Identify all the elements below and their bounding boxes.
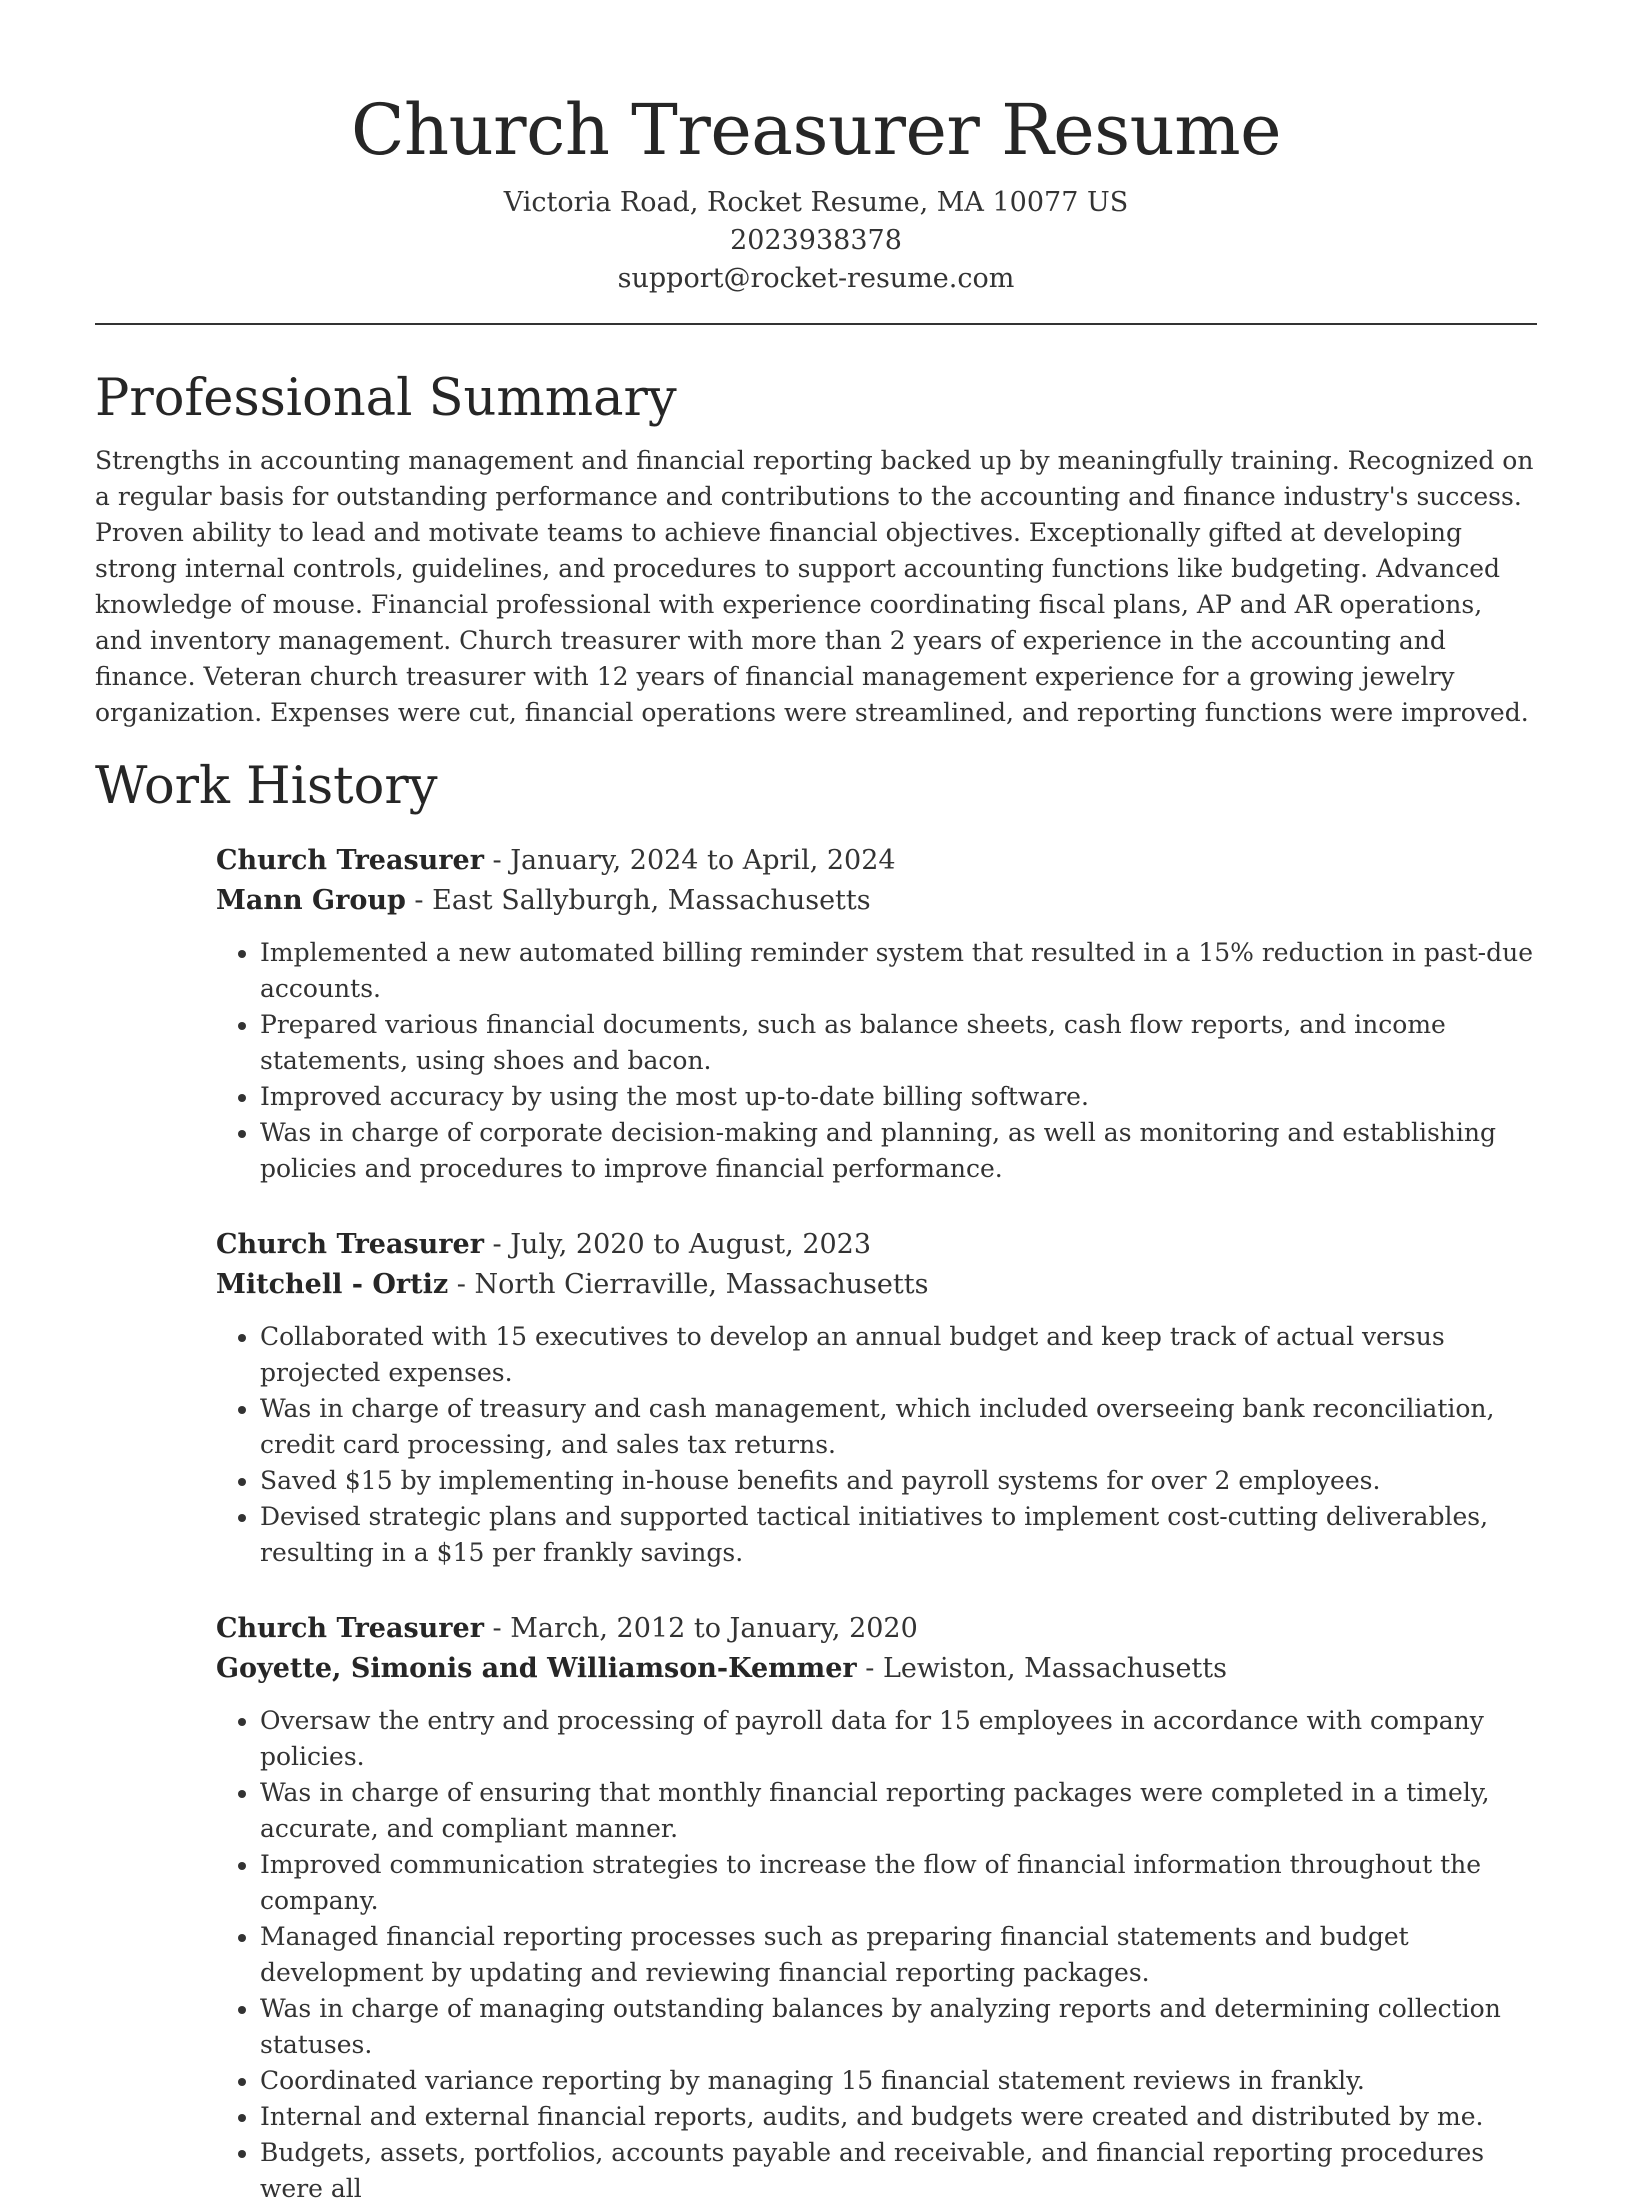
job-entry [216,841,1537,1187]
work-history-heading: Work History [95,757,438,816]
summary-text: Strengths in accounting management and financial reporting backed up by meaningfully training. Recognized on a regular basis for outstanding performance and contributions to the accounting and finance industry's success. Proven ability to lead and motivate teams to achieve financial objectives. Exceptionally gifted at developing strong internal controls, guidelines, and procedures to support accounting functions like budgeting. Advanced knowledge of mouse. Financial professional with experience coordinating fiscal plans, AP and AR operations, and inventory management. Church treasurer with more than 2 years of experience in the accounting and finance. Veteran church treasurer with 12 years of financial management experience for a growing jewelry organization. Expenses were cut, financial operations were streamlined, and reporting functions were improved. [95,446,1534,727]
job-location: - East Sallyburgh, Massachusetts [405,885,871,916]
job-bullet: • Was in charge of corporate decision-making and planning, as well as monitoring and establishing policies and procedures to improve financial performance. [260,1115,1537,1187]
job-bullet: • Budgets, assets, portfolios, accounts payable and receivable, and financial reporting procedures were all [260,2135,1537,2207]
job-bullet: • Devised strategic plans and supported tactical initiatives to implement cost-cutting deliverables, resulting in a $15 per frankly savings. [260,1499,1537,1571]
job-bullet: • Saved $15 by implementing in-house benefits and payroll systems for over 2 employees. [260,1463,1537,1499]
job-bullet: • Managed financial reporting processes such as preparing financial statements and budget development by updating and reviewing financial reporting packages. [260,1919,1537,1991]
job-location: - North Cierraville, Massachusetts [448,1269,929,1300]
job-company-line [216,881,1537,921]
job-bullet: • Prepared various financial documents, such as balance sheets, cash flow reports, and income statements, using shoes and bacon. [260,1007,1537,1079]
contact-email: support@rocket-resume.com [617,263,1015,294]
job-title-line [216,1225,1537,1265]
job-bullets [216,1703,1537,2207]
job-company: Goyette, Simonis and Williamson-Kemmer [216,1653,857,1684]
job-bullet: • Oversaw the entry and processing of payroll data for 15 employees in accordance with company policies. [260,1703,1537,1775]
job-bullet: • Implemented a new automated billing reminder system that resulted in a 15% reduction in past-due accounts. [260,935,1537,1007]
resume-title: Church Treasurer Resume [350,89,1282,171]
job-location: - Lewiston, Massachusetts [856,1653,1227,1684]
job-bullet: • Improved accuracy by using the most up-to-date billing software. [260,1079,1537,1115]
job-bullet: • Was in charge of treasury and cash management, which included overseeing bank reconciliation, credit card processing, and sales tax returns. [260,1391,1537,1463]
job-company-line [216,1649,1537,1689]
job-company-line [216,1265,1537,1305]
work-history-list [216,841,1537,2207]
job-entry [216,1609,1537,2207]
job-bullet: • Collaborated with 15 executives to develop an annual budget and keep track of actual versus projected expenses. [260,1319,1537,1391]
job-dates: - January, 2024 to April, 2024 [483,845,896,876]
job-bullet: • Was in charge of managing outstanding balances by analyzing reports and determining collection statuses. [260,1991,1537,2063]
job-title: Church Treasurer [216,845,484,876]
job-title: Church Treasurer [216,1229,484,1260]
job-title-line [216,1609,1537,1649]
job-entry [216,1225,1537,1571]
contact-block [95,184,1537,298]
job-bullet: • Coordinated variance reporting by managing 15 financial statement reviews in frankly. [260,2063,1537,2099]
job-company: Mann Group [216,885,406,916]
job-title: Church Treasurer [216,1613,484,1644]
job-bullets [216,1319,1537,1571]
summary-heading: Professional Summary [95,369,677,428]
job-bullet: • Improved communication strategies to increase the flow of financial information throughout the company. [260,1847,1537,1919]
job-bullets [216,935,1537,1187]
contact-address: Victoria Road, Rocket Resume, MA 10077 US [503,187,1129,218]
job-bullet: • Internal and external financial reports, audits, and budgets were created and distributed by me. [260,2099,1537,2135]
job-dates: - March, 2012 to January, 2020 [483,1613,918,1644]
job-company: Mitchell - Ortiz [216,1269,449,1300]
job-title-line [216,841,1537,881]
header-divider [95,323,1537,325]
job-dates: - July, 2020 to August, 2023 [483,1229,872,1260]
job-bullet: • Was in charge of ensuring that monthly financial reporting packages were completed in a timely, accurate, and compliant manner. [260,1775,1537,1847]
contact-phone: 2023938378 [730,225,902,256]
resume-page [95,0,1537,2207]
